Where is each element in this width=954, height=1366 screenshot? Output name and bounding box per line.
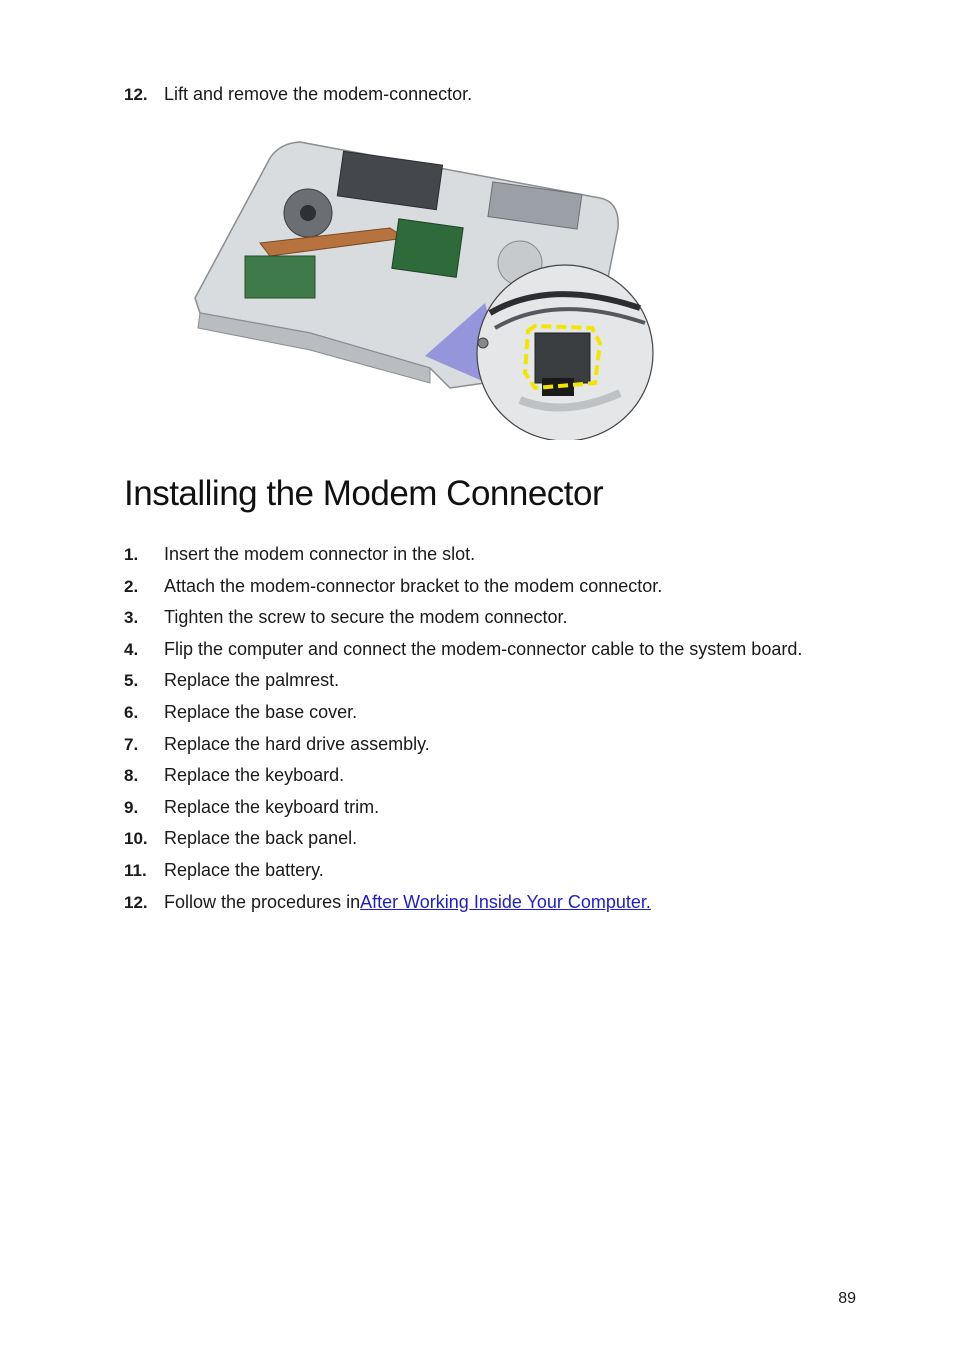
list-item bbox=[124, 762, 884, 794]
list-item bbox=[124, 667, 884, 699]
step-number: 1. bbox=[124, 545, 139, 564]
step-number: 3. bbox=[124, 608, 139, 628]
step-number: 9. bbox=[124, 797, 139, 817]
step-number: 8. bbox=[124, 766, 139, 786]
step-text: Insert the modem connector in the slot. bbox=[164, 544, 476, 564]
modem-removal-figure bbox=[190, 138, 660, 440]
after-working-inside-link[interactable]: After Working Inside Your Computer. bbox=[360, 891, 651, 912]
step-number: 12. bbox=[124, 85, 148, 104]
step-number: 2. bbox=[124, 576, 139, 596]
step-text: Replace the hard drive assembly. bbox=[164, 733, 430, 754]
step-text: Follow the procedures in bbox=[164, 891, 361, 912]
list-item bbox=[124, 573, 884, 605]
previous-step bbox=[124, 83, 472, 106]
step-text: Replace the back panel. bbox=[164, 828, 358, 849]
step-text: Attach the modem-connector bracket to the modem connector. bbox=[164, 575, 663, 596]
list-item bbox=[124, 825, 884, 857]
list-item bbox=[124, 794, 884, 826]
installation-steps bbox=[124, 541, 884, 920]
step-text: Replace the palmrest. bbox=[164, 670, 340, 691]
step-number: 6. bbox=[124, 702, 139, 722]
list-item bbox=[124, 699, 884, 731]
modem-connector-callout bbox=[477, 265, 653, 440]
list-item bbox=[124, 731, 884, 763]
list-item bbox=[124, 636, 884, 668]
page-number: 89 bbox=[838, 1290, 856, 1307]
step-text: Replace the keyboard trim. bbox=[164, 796, 380, 817]
list-item bbox=[124, 604, 884, 636]
section-title: Installing the Modem Connector bbox=[124, 474, 604, 513]
step-text: Replace the battery. bbox=[164, 859, 324, 880]
step-number: 11. bbox=[124, 860, 147, 880]
step-text: Tighten the screw to secure the modem connector. bbox=[164, 607, 568, 628]
list-item bbox=[124, 541, 884, 573]
step-text: Flip the computer and connect the modem-connector cable to the system board. bbox=[164, 638, 803, 659]
list-item bbox=[124, 889, 884, 921]
step-text: Lift and remove the modem-connector. bbox=[164, 84, 473, 104]
step-number: 10. bbox=[124, 829, 148, 849]
step-number: 12. bbox=[124, 892, 148, 912]
step-number: 7. bbox=[124, 734, 139, 754]
step-number: 5. bbox=[124, 671, 139, 691]
step-text: Replace the keyboard. bbox=[164, 765, 345, 786]
step-number: 4. bbox=[124, 639, 139, 659]
list-item bbox=[124, 857, 884, 889]
step-text: Replace the base cover. bbox=[164, 701, 358, 722]
